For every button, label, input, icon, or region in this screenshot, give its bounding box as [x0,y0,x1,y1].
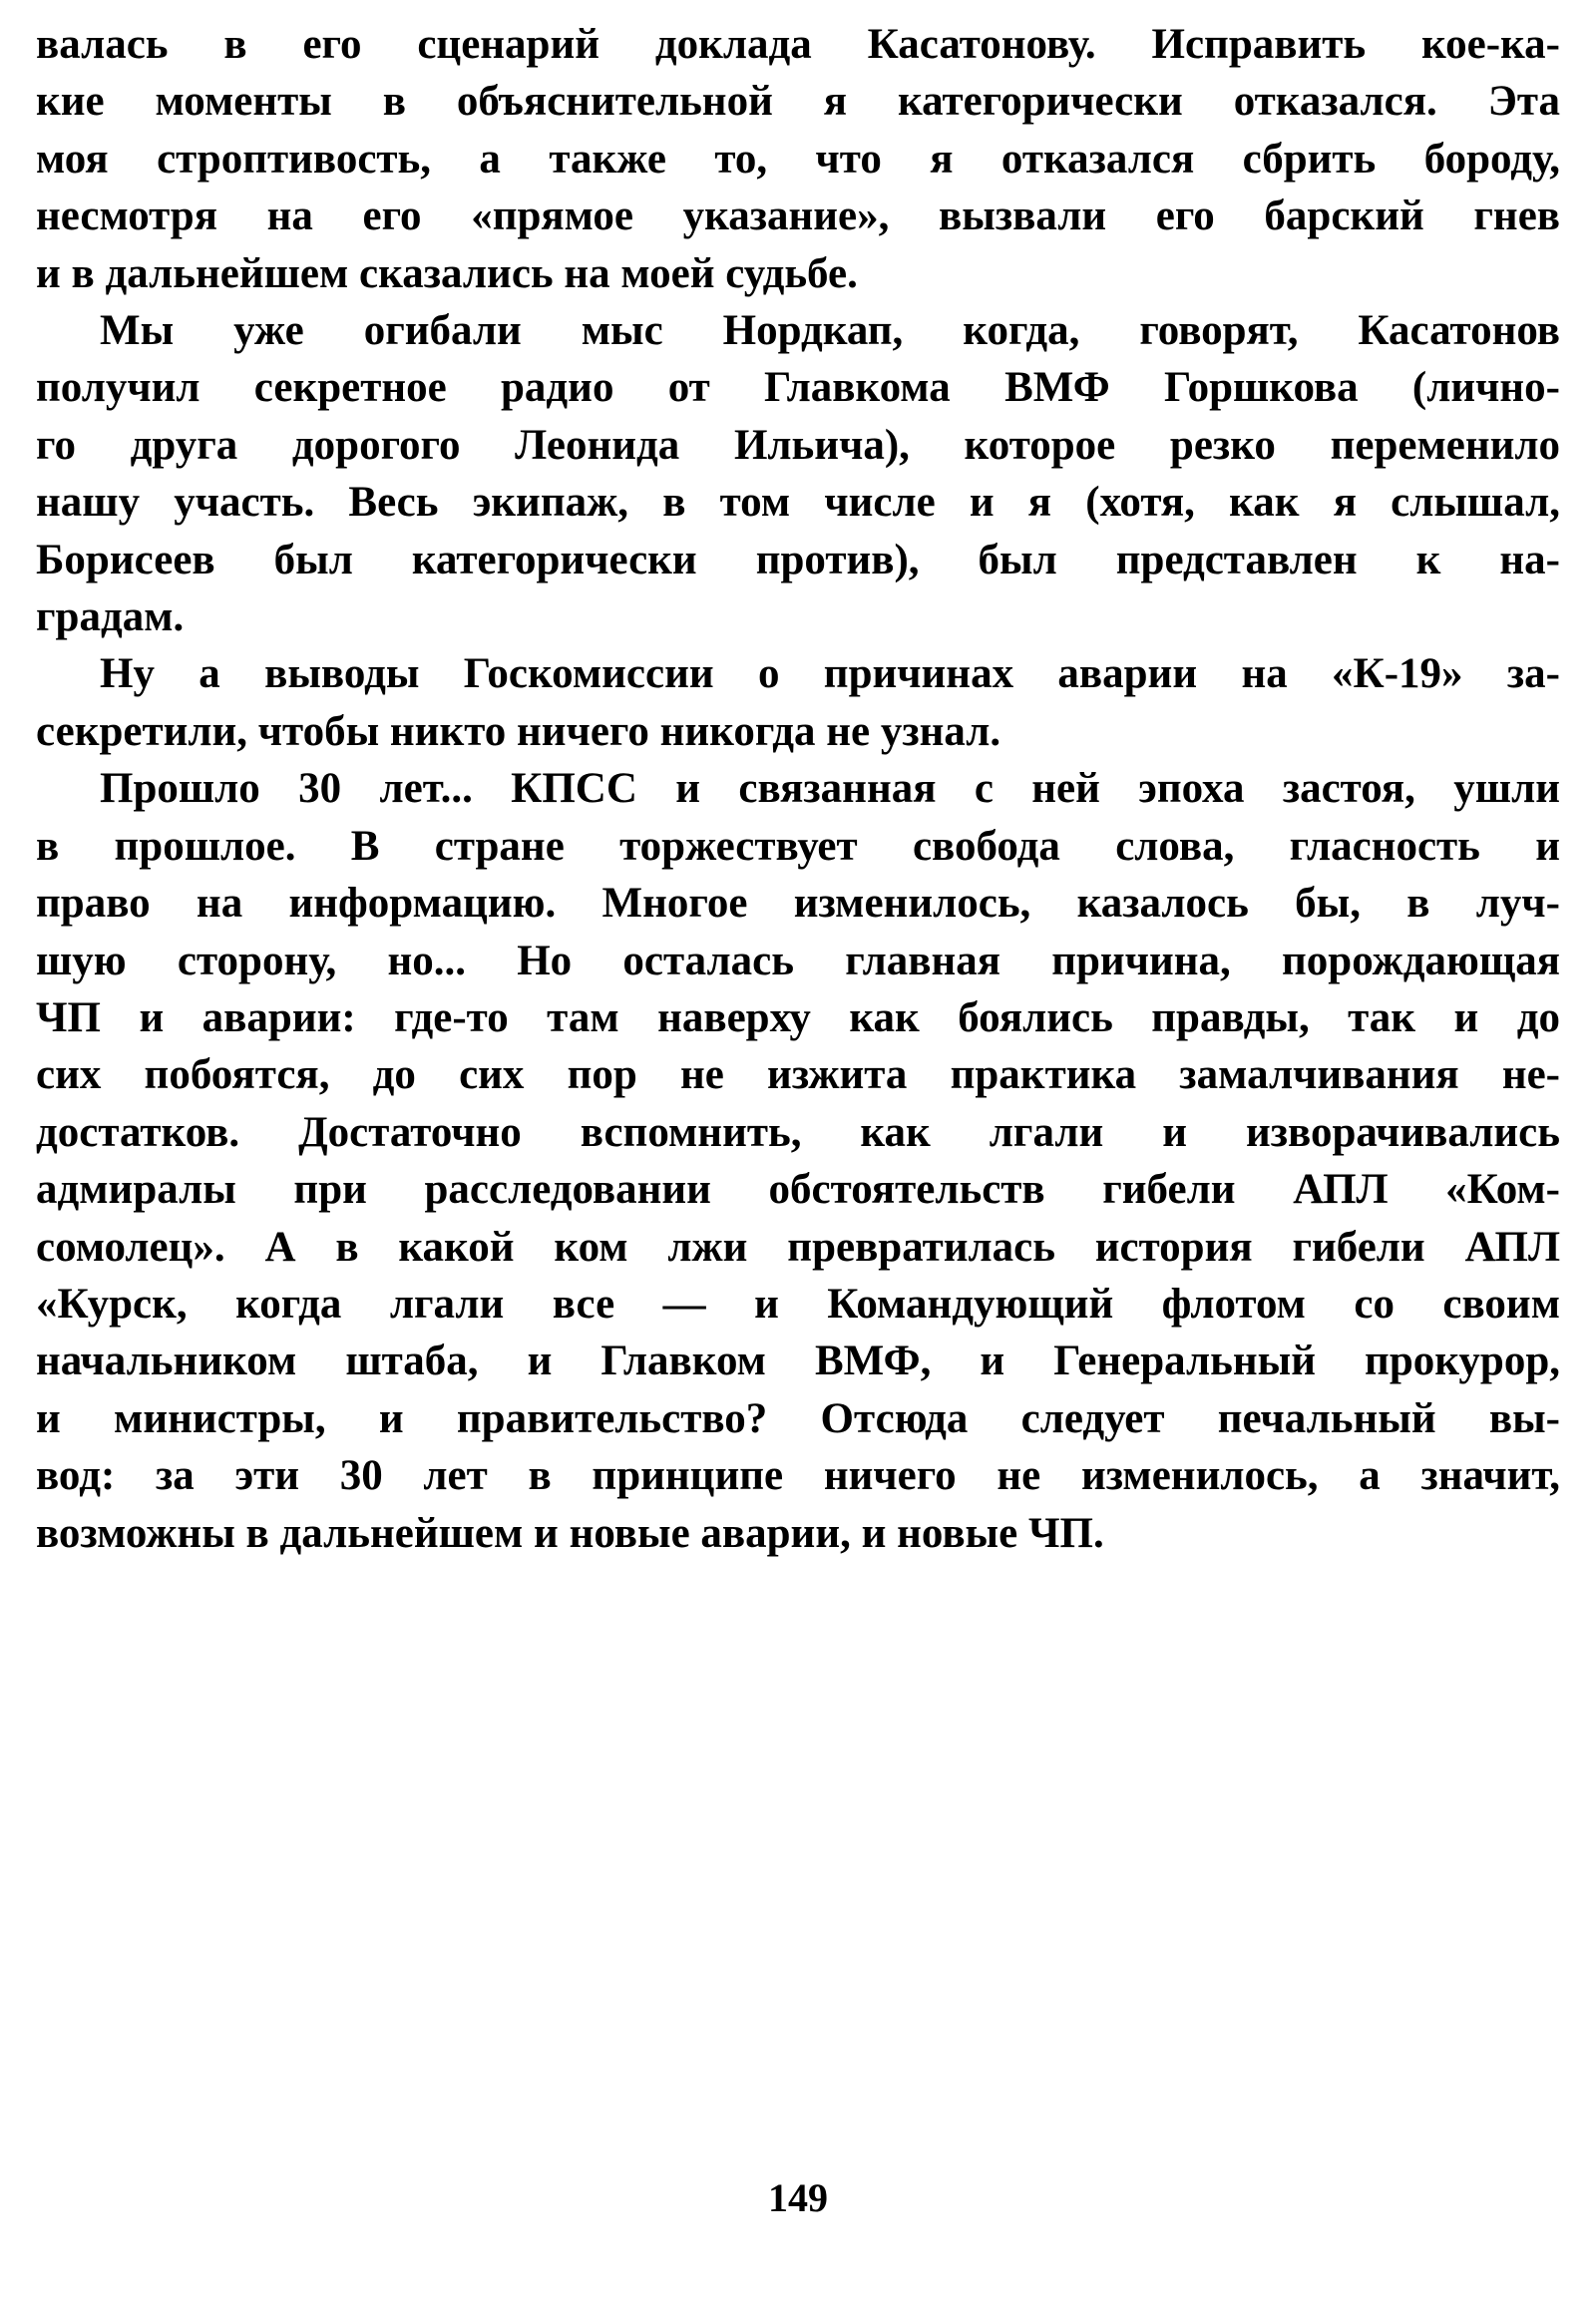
text-line: Прошло 30 лет... КПСС и связанная с ней эпоха застоя, ушли [100,765,1560,813]
text-line: нашу участь. Весь экипаж, в том числе и я (хотя, как я слышал, [36,479,1560,527]
text-line: Борисеев был категорически против), был представлен к на- [36,536,1560,583]
text-line: получил секретное радио от Главкома ВМФ Горшкова (лично- [36,364,1560,412]
text-line: Мы уже огибали мыс Нордкап, когда, говорят, Касатонов [100,307,1560,355]
text-line: кие моменты в объяснительной я категорически отказался. Эта [36,78,1560,126]
text-line: шую сторону, но... Но осталась главная причина, порождающая [36,937,1560,984]
text-line: «Курск, когда лгали все — и Командующий флотом со своим [36,1280,1560,1328]
text-line: в прошлое. В стране торжествует свобода слова, гласность и [36,822,1560,870]
text-line: валась в его сценарий доклада Касатонову. Исправить кое-ка- [36,21,1560,68]
text-line: секретили, чтобы никто ничего никогда не узнал. [36,707,1001,755]
text-line: вод: за эти 30 лет в принципе ничего не изменилось, а значит, [36,1452,1560,1500]
text-line: начальником штаба, и Главком ВМФ, и Генеральный прокурор, [36,1338,1560,1385]
text-line: право на информацию. Многое изменилось, казалось бы, в луч- [36,880,1560,928]
text-line: сомолец». А в какой ком лжи превратилась история гибели АПЛ [36,1223,1560,1271]
text-line: достатков. Достаточно вспомнить, как лгали и изворачивались [36,1108,1560,1156]
text-line: адмиралы при расследовании обстоятельств гибели АПЛ «Ком- [36,1166,1560,1214]
text-line: возможны в дальнейшем и новые аварии, и новые ЧП. [36,1509,1104,1557]
text-line: моя строптивость, а также то, что я отказался сбрить бороду, [36,135,1560,183]
text-line: ЧП и аварии: где-то там наверху как боялись правды, так и до [36,993,1560,1041]
text-line: градам. [36,593,185,641]
text-line: Ну а выводы Госкомиссии о причинах аварии на «К-19» за- [100,650,1560,698]
text-line: несмотря на его «прямое указание», вызвали его барский гнев [36,192,1560,240]
text-line: го друга дорогого Леонида Ильича), которое резко переменило [36,421,1560,469]
text-line: и министры, и правительство? Отсюда следует печальный вы- [36,1394,1560,1442]
text-line: сих побоятся, до сих пор не изжита практика замалчивания не- [36,1051,1560,1099]
page-number: 149 [768,2175,828,2220]
text-line: и в дальнейшем сказались на моей судьбе. [36,249,858,297]
text-block [36,16,1560,1562]
